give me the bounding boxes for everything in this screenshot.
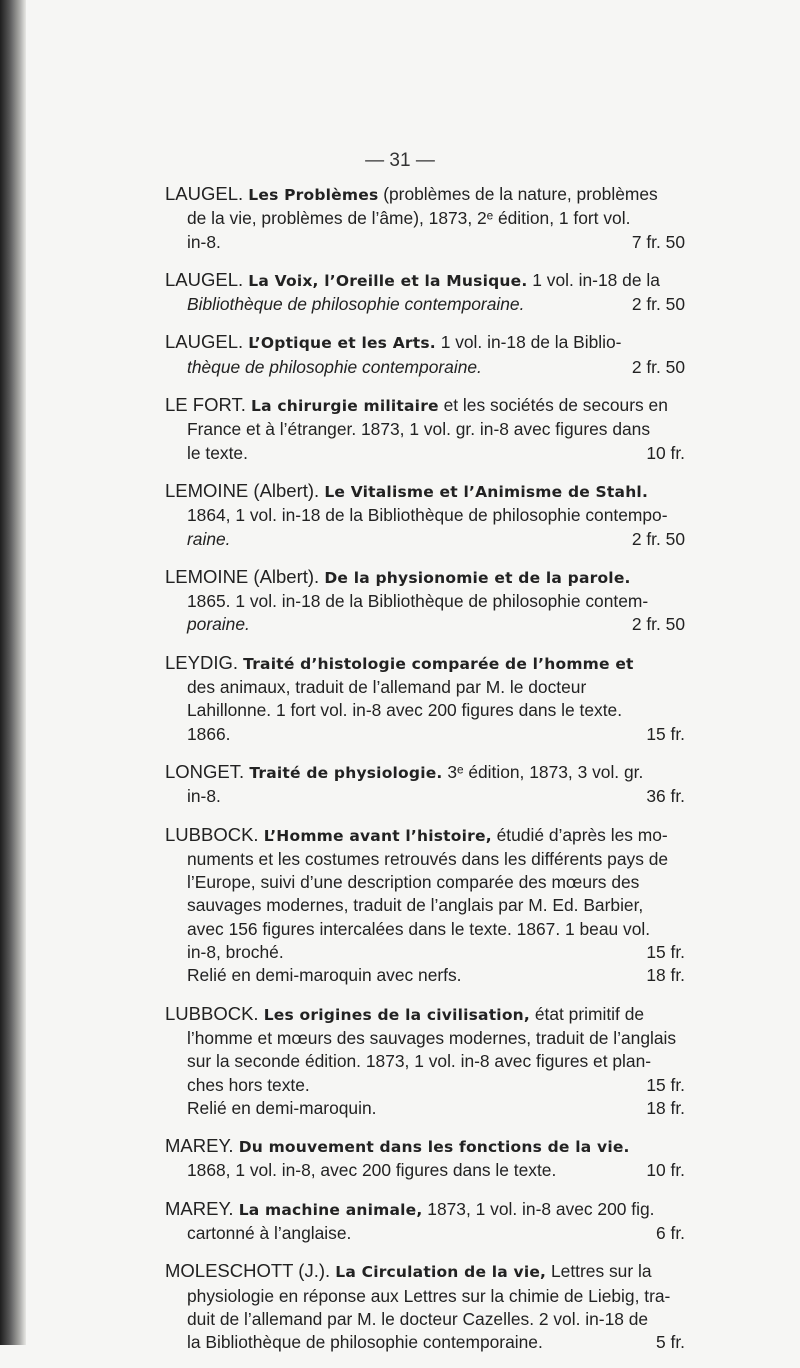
entry-line — [165, 1002, 685, 1027]
entry-line — [165, 964, 685, 987]
entry-title: Du mouvement dans les fonctions de la vie. — [238, 1138, 630, 1157]
entry-author: LAUGEL. — [165, 268, 249, 290]
entry-line — [165, 941, 685, 964]
entry-line — [165, 1308, 685, 1331]
entry-author: LEYDIG. — [165, 651, 244, 673]
entry-price: 36 fr. — [646, 786, 685, 807]
entry-author: LEMOINE (Albert). — [165, 565, 325, 587]
entry-text: avec 156 figures intercalées dans le texte. 1867. 1 beau vol. — [187, 918, 651, 939]
catalogue-entry — [165, 393, 685, 465]
entry-text: in-8. — [187, 786, 221, 807]
entry-author: LAUGEL. — [165, 183, 249, 204]
entry-line — [165, 613, 685, 636]
entry-line — [165, 760, 685, 785]
entry-price: 5 fr. — [656, 1332, 685, 1353]
entry-text: Bibliothèque de philosophie contemporaine. — [187, 294, 525, 315]
catalogue-entry — [165, 1259, 685, 1354]
entry-text: l’homme et mœurs des sauvages modernes, traduit de l’anglais — [187, 1027, 677, 1048]
entry-line — [165, 1285, 685, 1308]
entry-text: thèque de philosophie contemporaine. — [187, 356, 482, 377]
catalogue-entry — [165, 1134, 685, 1183]
entry-text: état primitif de — [530, 1003, 645, 1024]
entry-line — [165, 1097, 685, 1120]
catalogue-entry — [165, 823, 685, 988]
entry-line — [165, 1134, 685, 1159]
entry-text: (problèmes de la nature, problèmes — [378, 184, 658, 204]
entry-text: de la vie, problèmes de l’âme), 1873, 2ᵉ édition, 1 fort vol. — [187, 208, 631, 229]
entry-text: la Bibliothèque de philosophie contemporaine. — [187, 1332, 543, 1353]
entry-text: 1873, 1 vol. in-8 avec 200 fig. — [422, 1198, 655, 1219]
entry-price: 10 fr. — [646, 1160, 685, 1181]
entry-text: raine. — [187, 528, 231, 549]
entry-line — [165, 871, 685, 894]
entry-line — [165, 676, 685, 699]
catalogue-entry — [165, 760, 685, 809]
entry-price: 10 fr. — [646, 442, 685, 463]
entry-line — [165, 356, 685, 379]
entry-text: cartonné à l’anglaise. — [187, 1222, 352, 1243]
catalogue-list — [165, 182, 685, 1368]
entry-author: MAREY. — [165, 1135, 239, 1157]
entry-title: De la physionomie et de la parole. — [324, 568, 631, 587]
entry-text: 3ᵉ édition, 1873, 3 vol. gr. — [442, 761, 644, 782]
entry-title: La machine animale, — [238, 1200, 423, 1219]
entry-text: l’Europe, suivi d’une description comparée des mœurs des — [187, 872, 640, 893]
entry-title: La Voix, l’Oreille et la Musique. — [248, 271, 528, 290]
catalogue-entry — [165, 330, 685, 379]
entry-price: 2 fr. 50 — [631, 528, 685, 549]
catalogue-entry — [165, 651, 685, 746]
entry-price: 2 fr. 50 — [631, 614, 685, 635]
entry-author: LEMOINE (Albert). — [165, 479, 325, 501]
entry-title: Les Problèmes — [248, 186, 379, 204]
entry-text: Relié en demi-maroquin avec nerfs. — [187, 965, 462, 986]
entry-price: 15 fr. — [646, 723, 685, 744]
entry-price: 18 fr. — [646, 1097, 685, 1118]
entry-author: MOLESCHOTT (J.). — [165, 1260, 336, 1282]
entry-title: La chirurgie militaire — [251, 397, 439, 416]
entry-title: Traité d’histologie comparée de l’homme et — [243, 654, 634, 673]
entry-author: MAREY. — [165, 1197, 239, 1219]
entry-line — [165, 1331, 685, 1354]
entry-line — [165, 848, 685, 871]
entry-title: Le Vitalisme et l’Animisme de Stahl. — [324, 482, 649, 501]
entry-line — [165, 918, 685, 941]
entry-line — [165, 723, 685, 746]
entry-text: sur la seconde édition. 1873, 1 vol. in-8 avec figures et plan- — [187, 1051, 652, 1072]
entry-text: sauvages modernes, traduit de l’anglais par M. Ed. Barbier, — [187, 895, 644, 916]
entry-line — [165, 565, 685, 590]
entry-text: Lahillonne. 1 fort vol. in-8 avec 200 figures dans le texte. — [187, 700, 623, 721]
entry-text: 1865. 1 vol. in-18 de la Bibliothèque de philosophie contem- — [187, 591, 649, 612]
book-binding-shadow — [0, 0, 26, 1345]
entry-line — [165, 1027, 685, 1050]
entry-text: 1864, 1 vol. in-18 de la Bibliothèque de philosophie contempo- — [187, 505, 668, 526]
entry-line — [165, 231, 685, 254]
entry-text: le texte. — [187, 442, 248, 463]
entry-line — [165, 418, 685, 441]
entry-title: Traité de physiologie. — [249, 763, 443, 782]
entry-text: France et à l’étranger. 1873, 1 vol. gr. in-8 avec figures dans — [187, 419, 651, 440]
entry-text: in-8. — [187, 231, 221, 252]
entry-line — [165, 330, 685, 355]
entry-title: L’Optique et les Arts. — [248, 334, 436, 353]
entry-text: des animaux, traduit de l’allemand par M. le docteur — [187, 677, 587, 698]
entry-text: physiologie en réponse aux Lettres sur la chimie de Liebig, tra- — [187, 1285, 671, 1306]
entry-line — [165, 393, 685, 418]
entry-text: in-8, broché. — [187, 942, 284, 963]
entry-line — [165, 1197, 685, 1222]
entry-price: 2 fr. 50 — [631, 294, 685, 315]
entry-author: LUBBOCK. — [165, 823, 264, 845]
entry-line — [165, 651, 685, 676]
entry-price: 15 fr. — [646, 1074, 685, 1095]
entry-author: LE FORT. — [165, 394, 252, 416]
entry-line — [165, 785, 685, 808]
entry-text: numents et les costumes retrouvés dans les différents pays de — [187, 848, 669, 869]
entry-text: Lettres sur la — [546, 1261, 652, 1282]
entry-text: ches hors texte. — [187, 1074, 310, 1095]
entry-line — [165, 182, 685, 207]
catalogue-entry — [165, 1002, 685, 1120]
catalogue-entry — [165, 268, 685, 317]
entry-price: 7 fr. 50 — [631, 231, 685, 252]
entry-text: 1866. — [187, 723, 231, 744]
entry-line — [165, 479, 685, 504]
entry-text: duit de l’allemand par M. le docteur Cazelles. 2 vol. in-18 de — [187, 1308, 649, 1329]
entry-title: La Circulation de la vie, — [335, 1263, 547, 1282]
entry-line — [165, 1159, 685, 1182]
entry-line — [165, 442, 685, 465]
entry-line — [165, 293, 685, 316]
entry-text: 1 vol. in-18 de la Biblio- — [435, 332, 622, 353]
entry-text: 1 vol. in-18 de la — [527, 269, 660, 290]
entry-line — [165, 823, 685, 848]
entry-line — [165, 268, 685, 293]
entry-text: poraine. — [187, 614, 250, 635]
entry-line — [165, 699, 685, 722]
entry-price: 15 fr. — [646, 942, 685, 963]
entry-text: et les sociétés de secours en — [438, 395, 668, 416]
entry-line — [165, 894, 685, 917]
entry-price: 2 fr. 50 — [631, 356, 685, 377]
entry-price: 6 fr. — [656, 1222, 685, 1243]
entry-text: étudié d’après les mo- — [491, 824, 668, 845]
entry-line — [165, 207, 685, 230]
entry-price: 18 fr. — [646, 965, 685, 986]
entry-line — [165, 1050, 685, 1073]
entry-title: Les origines de la civilisation, — [263, 1005, 530, 1024]
entry-line — [165, 1259, 685, 1284]
catalogue-entry — [165, 1197, 685, 1246]
entry-line — [165, 1222, 685, 1245]
catalogue-entry — [165, 565, 685, 637]
entry-author: LUBBOCK. — [165, 1002, 264, 1024]
entry-author: LONGET. — [165, 760, 250, 782]
page-number: — 31 — — [365, 150, 435, 171]
catalogue-entry — [165, 182, 685, 254]
entry-author: LAUGEL. — [165, 331, 249, 353]
entry-text: 1868, 1 vol. in-8, avec 200 figures dans le texte. — [187, 1160, 557, 1181]
entry-line — [165, 1074, 685, 1097]
catalogue-entry — [165, 479, 685, 551]
entry-line — [165, 504, 685, 527]
entry-line — [165, 528, 685, 551]
entry-text: Relié en demi-maroquin. — [187, 1097, 377, 1118]
entry-line — [165, 590, 685, 613]
entry-title: L’Homme avant l’histoire, — [263, 826, 492, 845]
